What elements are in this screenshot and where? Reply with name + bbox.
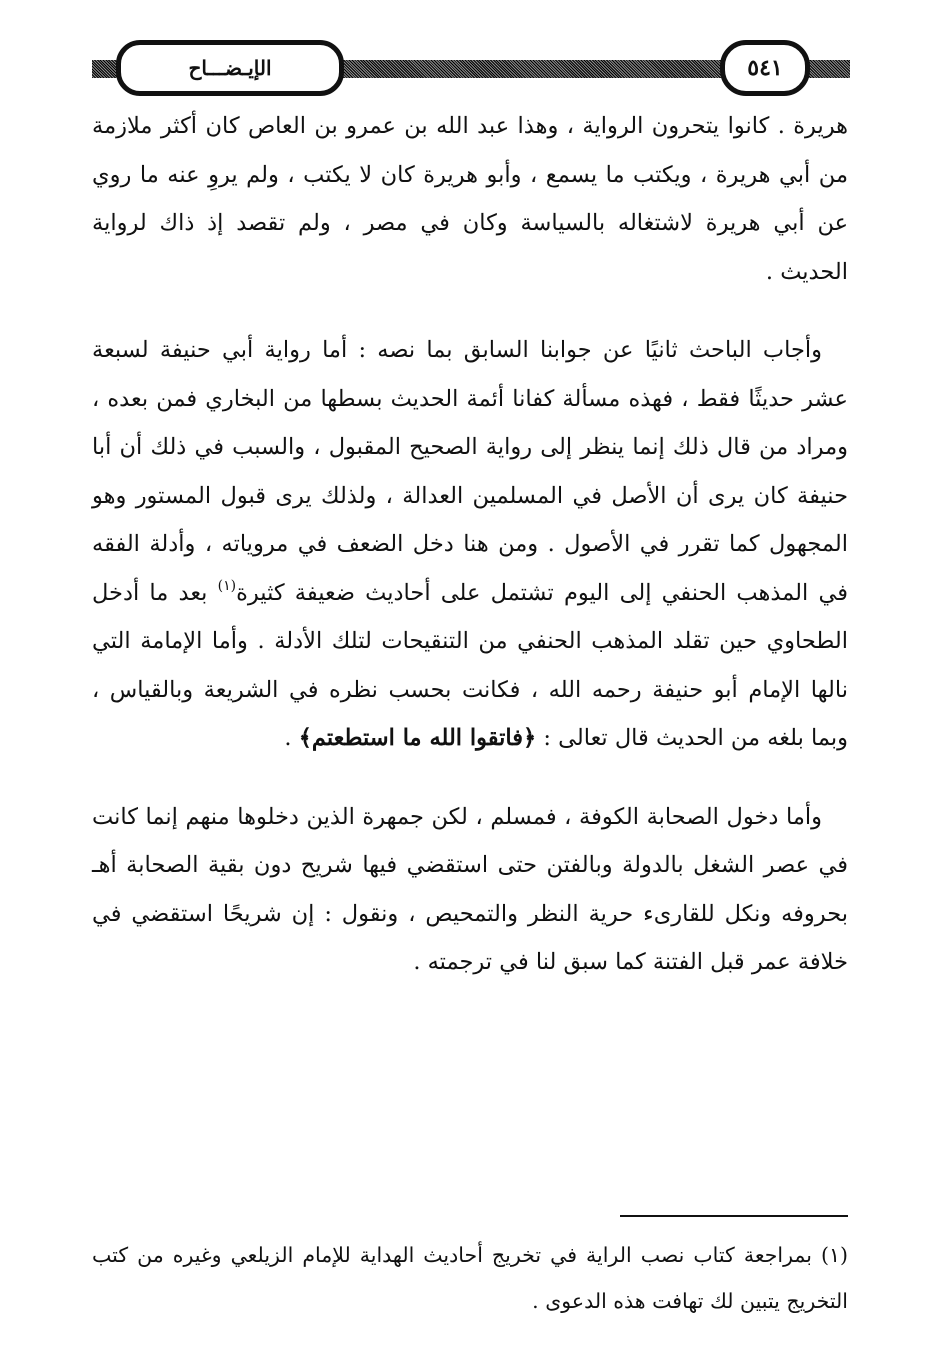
quran-verse: ﴿فاتقوا الله ما استطعتم﴾ (298, 725, 537, 751)
main-text (92, 102, 848, 987)
paragraph-2-text-b: بعد ما أدخل الطحاوي حين تقلد المذهب الحنفي من التنقيحات لتلك الأدلة . وأما الإمامة التي نالها الإمام أبو حنيفة رحمه الله ، فكانت بحسب نظره في الشريعة وبالقياس ، وبما بلغه من الحديث قال تعالى : (92, 579, 848, 751)
paragraph-3: وأما دخول الصحابة الكوفة ، فمسلم ، لكن جمهرة الذين دخلوها منهم إنما كانت في عصر الشغل بالدولة وبالفتن حتى استقضي فيها شريح دون بقية الصحابة أهـ بحروفه ونكل للقارىء حرية النظر والتمحيص ، ونقول : إن شريحًا استقضي في خلافة عمر قبل الفتنة كما سبق لنا في ترجمته . (92, 803, 848, 975)
paragraph-2-end: . (284, 725, 299, 751)
page-number: ٥٤١ (720, 40, 810, 96)
paragraph-2 (92, 326, 848, 763)
page-header (92, 40, 850, 102)
book-title: الإيـضـــاح (116, 40, 344, 96)
footnote (92, 1232, 848, 1324)
footnote-reference[interactable]: (١) (217, 577, 237, 594)
footnote-text: (١) بمراجعة كتاب نصب الراية في تخريج أحاديث الهداية للإمام الزيلعي وغيره من كتب التخريج يتبين لك تهافت هذه الدعوى . (92, 1243, 848, 1313)
paragraph-2-text-a: وأجاب الباحث ثانيًا عن جوابنا السابق بما نصه : أما رواية أبي حنيفة لسبعة عشر حديثًا فقط ، فهذه مسألة كفانا أئمة الحديث بسطها من البخاري فمن بعده ، ومراد من قال ذلك إنما ينظر إلى رواية الصحيح المقبول ، والسبب في ذلك أن أبا حنيفة كان يرى أن الأصل في المسلمين العدالة ، ولذلك يرى قبول المستور وهو المجهول كما تقرر في الأصول . ومن هنا دخل الضعف في مروياته ، وأدلة الفقه في المذهب الحنفي إلى اليوم تشتمل على أحاديث ضعيفة كثيرة (92, 337, 848, 606)
footnote-separator (620, 1215, 848, 1217)
paragraph-1: هريرة . كانوا يتحرون الرواية ، وهذا عبد الله بن عمرو بن العاص كان أكثر ملازمة من أبي هريرة ، ويكتب ما يسمع ، وأبو هريرة كان لا يكتب ، ولم يروِ عنه ما روي عن أبي هريرة لاشتغاله بالسياسة وكان في مصر ، ولم تقصد إذ ذاك لرواية الحديث . (92, 113, 848, 285)
